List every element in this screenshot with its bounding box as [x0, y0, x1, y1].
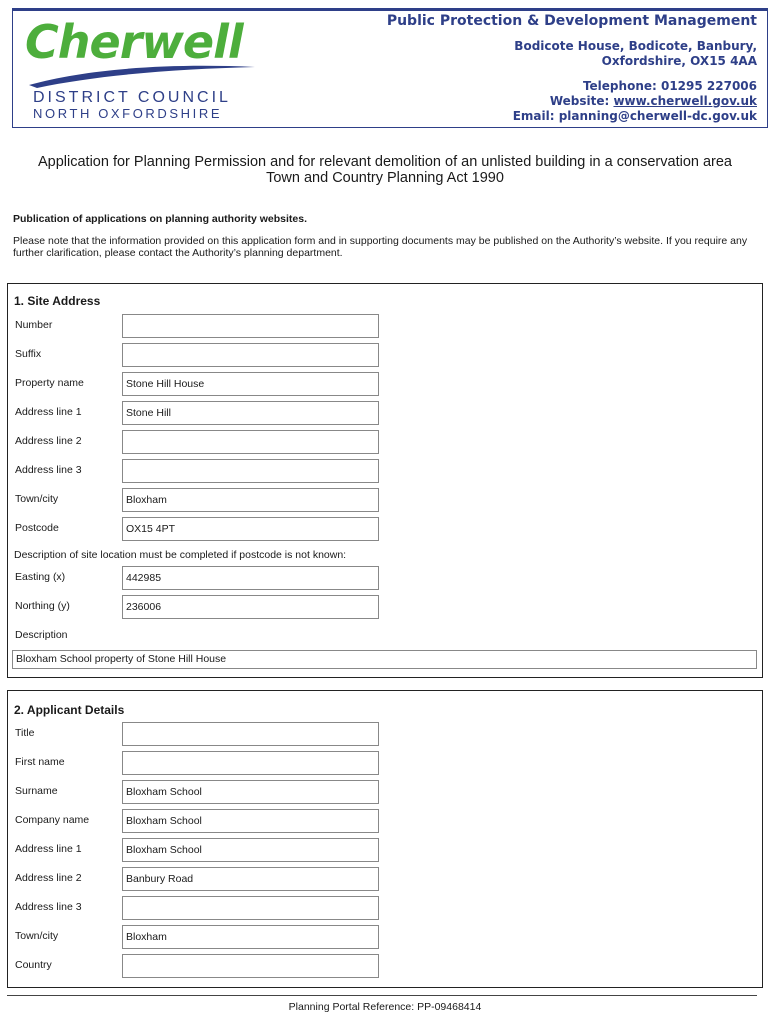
- council-name: DISTRICT COUNCIL: [33, 89, 231, 106]
- publication-heading: Publication of applications on planning authority websites.: [13, 213, 308, 225]
- country-field[interactable]: [122, 954, 379, 978]
- field-label: Postcode: [15, 522, 59, 534]
- address-line-1-field[interactable]: Stone Hill: [122, 401, 379, 425]
- form-row: [8, 751, 762, 777]
- applicant-address-line-1-field[interactable]: Bloxham School: [122, 838, 379, 862]
- surname-field[interactable]: Bloxham School: [122, 780, 379, 804]
- number-field[interactable]: [122, 314, 379, 338]
- field-label: Address line 2: [15, 872, 82, 884]
- contact-block: [513, 79, 757, 124]
- form-title: [0, 154, 770, 186]
- council-region: NORTH OXFORDSHIRE: [33, 106, 223, 121]
- form-row: [8, 780, 762, 806]
- form-row: [8, 401, 762, 427]
- suffix-field[interactable]: [122, 343, 379, 367]
- field-label: Town/city: [15, 930, 59, 942]
- field-label: Northing (y): [15, 600, 70, 612]
- portal-reference: Planning Portal Reference: PP-09468414: [288, 1001, 482, 1013]
- field-label: Address line 2: [15, 435, 82, 447]
- field-label: Number: [15, 319, 53, 331]
- form-row: [8, 809, 762, 835]
- postcode-field[interactable]: OX15 4PT: [122, 517, 379, 541]
- description-field[interactable]: Bloxham School property of Stone Hill House: [12, 650, 757, 669]
- field-label: Town/city: [15, 493, 59, 505]
- form-row: [8, 722, 762, 748]
- field-label: Suffix: [15, 348, 42, 360]
- address-line-2: Oxfordshire, OX15 4AA: [601, 54, 757, 68]
- address-line-1: Bodicote House, Bodicote, Banbury,: [514, 39, 757, 53]
- form-row: [8, 372, 762, 398]
- form-row: [8, 517, 762, 543]
- form-row: [8, 459, 762, 485]
- company-name-field[interactable]: Bloxham School: [122, 809, 379, 833]
- form-row: [8, 867, 762, 893]
- publication-note: Please note that the information provided on this application form and in supporting documents may be published on the Authority’s website. If you require any further clarification, please contact the Authority’s planning department.: [13, 235, 748, 259]
- form-row: [8, 896, 762, 922]
- form-row: [8, 954, 762, 980]
- field-label: Address line 3: [15, 464, 82, 476]
- form-row: [8, 430, 762, 456]
- council-address: [514, 39, 757, 69]
- field-label: Company name: [15, 814, 90, 826]
- first-name-field[interactable]: [122, 751, 379, 775]
- form-row: [8, 314, 762, 340]
- applicant-details-section: [7, 690, 763, 988]
- header-banner: [12, 8, 768, 128]
- website-line: [513, 94, 757, 109]
- email[interactable]: Email: planning@cherwell-dc.gov.uk: [512, 109, 757, 123]
- location-note: Description of site location must be completed if postcode is not known:: [14, 549, 347, 561]
- applicant-address-line-2-field[interactable]: Banbury Road: [122, 867, 379, 891]
- field-label: Easting (x): [15, 571, 66, 583]
- footer-divider: [7, 995, 757, 996]
- field-label: Country: [15, 959, 52, 971]
- description-label: Description: [15, 629, 68, 641]
- address-line-2-field[interactable]: [122, 430, 379, 454]
- telephone: Telephone: 01295 227006: [582, 79, 757, 93]
- form-row: [8, 566, 762, 592]
- field-label: Address line 1: [15, 843, 82, 855]
- field-label: Surname: [15, 785, 58, 797]
- northing-field[interactable]: 236006: [122, 595, 379, 619]
- logo-swoosh-icon: [27, 61, 257, 89]
- field-label: Title: [15, 727, 35, 739]
- form-row: [8, 488, 762, 514]
- site-address-heading: 1. Site Address: [14, 294, 101, 308]
- applicant-town-city-field[interactable]: Bloxham: [122, 925, 379, 949]
- banner-top-rule: [13, 9, 767, 11]
- form-row: [8, 925, 762, 951]
- property-name-field[interactable]: Stone Hill House: [122, 372, 379, 396]
- title-field[interactable]: [122, 722, 379, 746]
- field-label: Address line 1: [15, 406, 82, 418]
- form-row: [8, 343, 762, 369]
- field-label: First name: [15, 756, 65, 768]
- website-label: Website:: [549, 94, 614, 108]
- cherwell-logo: Cherwell: [25, 15, 243, 69]
- site-address-section: [7, 283, 763, 678]
- field-label: Address line 3: [15, 901, 82, 913]
- easting-field[interactable]: 442985: [122, 566, 379, 590]
- website-link[interactable]: www.cherwell.gov.uk: [613, 94, 757, 108]
- field-label: Property name: [15, 377, 84, 389]
- form-row: [8, 838, 762, 864]
- form-title-line-2: Town and Country Planning Act 1990: [266, 170, 504, 186]
- applicant-address-line-3-field[interactable]: [122, 896, 379, 920]
- form-title-line-1: Application for Planning Permission and for relevant demolition of an unlisted building in a conservation area: [38, 154, 732, 170]
- department-name: Public Protection & Development Management: [386, 13, 757, 29]
- address-line-3-field[interactable]: [122, 459, 379, 483]
- applicant-details-heading: 2. Applicant Details: [14, 703, 125, 717]
- form-row: [8, 595, 762, 621]
- town-city-field[interactable]: Bloxham: [122, 488, 379, 512]
